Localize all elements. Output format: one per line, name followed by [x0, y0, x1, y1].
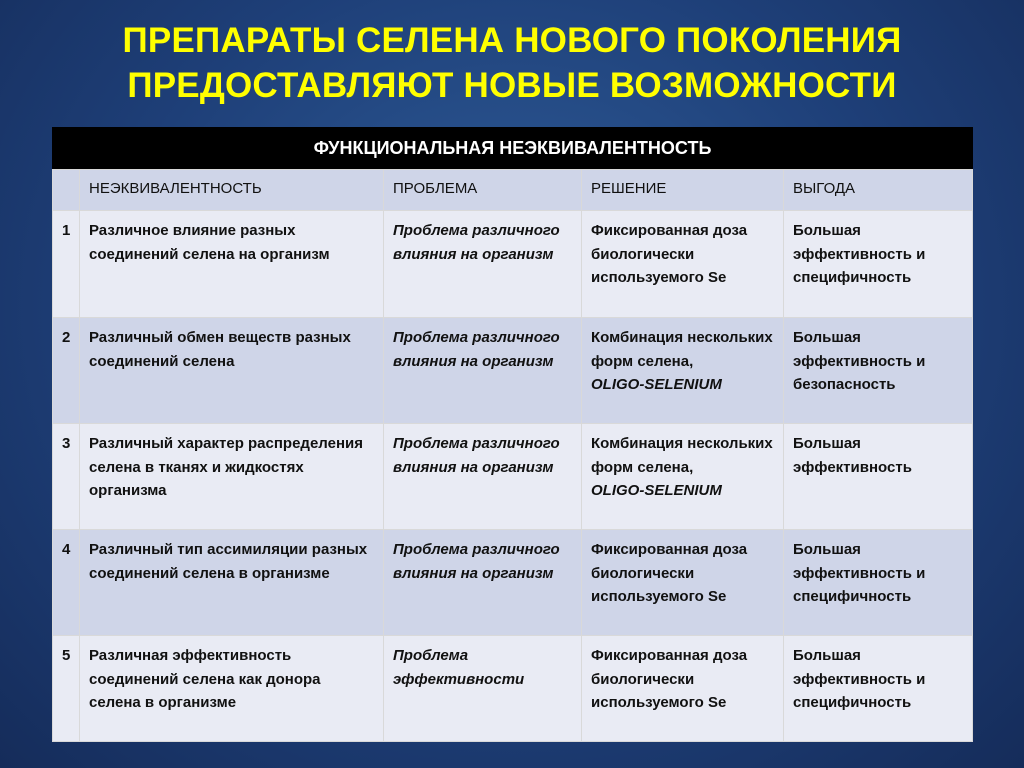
- solution-cell: [582, 636, 784, 742]
- problem-cell: Проблема эффективности: [384, 636, 582, 742]
- nonequivalence-cell: Различный характер распределения селена в тканях и жидкостях организма: [80, 424, 384, 530]
- solution-cell: [582, 318, 784, 424]
- benefit-cell: Большая эффективность и безопасность: [784, 318, 973, 424]
- problem-cell: Проблема различного влияния на организм: [384, 424, 582, 530]
- benefit-cell: Большая эффективность: [784, 424, 973, 530]
- solution-cell: [582, 424, 784, 530]
- solution-brand: OLIGO-SELENIUM: [591, 376, 722, 394]
- solution-text: Фиксированная доза биологически используемого Se: [591, 541, 748, 606]
- table-row: [53, 636, 973, 742]
- header-problem: ПРОБЛЕМА: [384, 170, 582, 211]
- benefit-cell: Большая эффективность и специфичность: [784, 530, 973, 636]
- slide-title-line-1: ПРЕПАРАТЫ СЕЛЕНА НОВОГО ПОКОЛЕНИЯ: [122, 21, 902, 60]
- slide-title-line-2: ПРЕДОСТАВЛЯЮТ НОВЫЕ ВОЗМОЖНОСТИ: [127, 66, 897, 105]
- row-number: 1: [53, 211, 80, 318]
- problem-cell: Проблема различного влияния на организм: [384, 530, 582, 636]
- solution-text: Комбинация нескольких форм селена,: [591, 435, 773, 476]
- problem-cell: Проблема различного влияния на организм: [384, 211, 582, 318]
- table-row: [53, 424, 973, 530]
- solution-text: Фиксированная доза биологически используемого Se: [591, 222, 748, 287]
- benefit-cell: Большая эффективность и специфичность: [784, 211, 973, 318]
- row-number: 5: [53, 636, 80, 742]
- table-row: [53, 211, 973, 318]
- solution-cell: [582, 530, 784, 636]
- table-row: [53, 318, 973, 424]
- solution-text: Фиксированная доза биологически используемого Se: [591, 647, 748, 712]
- table-banner-row: [53, 128, 973, 170]
- solution-cell: [582, 211, 784, 318]
- solution-text: Комбинация нескольких форм селена,: [591, 329, 773, 370]
- slide-title: [0, 18, 1024, 108]
- header-solution: РЕШЕНИЕ: [582, 170, 784, 211]
- header-nonequivalence: НЕЭКВИВАЛЕНТНОСТЬ: [80, 170, 384, 211]
- header-number: [53, 170, 80, 211]
- table-row: [53, 530, 973, 636]
- nonequivalence-cell: Различное влияние разных соединений селена на организм: [80, 211, 384, 318]
- table-banner: ФУНКЦИОНАЛЬНАЯ НЕЭКВИВАЛЕНТНОСТЬ: [53, 128, 973, 170]
- nonequivalence-cell: Различный тип ассимиляции разных соединений селена в организме: [80, 530, 384, 636]
- table-header-row: [53, 170, 973, 211]
- row-number: 4: [53, 530, 80, 636]
- nonequivalence-cell: Различный обмен веществ разных соединений селена: [80, 318, 384, 424]
- nonequivalence-table: [52, 127, 973, 742]
- problem-cell: Проблема различного влияния на организм: [384, 318, 582, 424]
- row-number: 3: [53, 424, 80, 530]
- benefit-cell: Большая эффективность и специфичность: [784, 636, 973, 742]
- row-number: 2: [53, 318, 80, 424]
- header-benefit: ВЫГОДА: [784, 170, 973, 211]
- solution-brand: OLIGO-SELENIUM: [591, 482, 722, 500]
- nonequivalence-cell: Различная эффективность соединений селена как донора селена в организме: [80, 636, 384, 742]
